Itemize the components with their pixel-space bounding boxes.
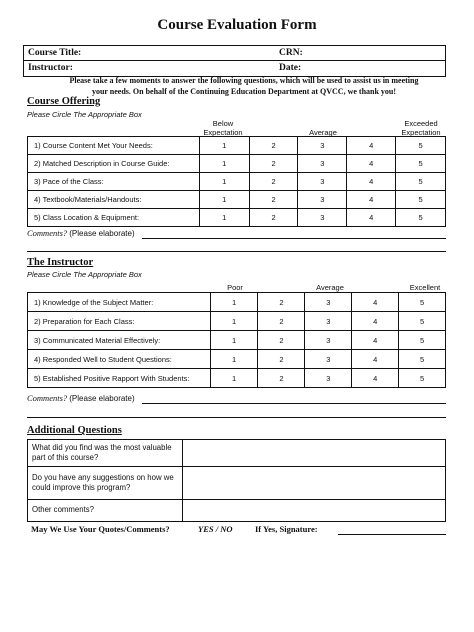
rating-option-1[interactable]: 1 [210, 369, 258, 388]
signature-line[interactable] [338, 534, 446, 535]
rating-option-2[interactable]: 2 [258, 369, 305, 388]
offering-comments-label: Comments? [27, 228, 68, 238]
instructor-scale-high: Excellent [409, 283, 441, 292]
rating-option-1[interactable]: 1 [199, 173, 249, 191]
rating-option-3[interactable]: 3 [298, 191, 347, 209]
rating-option-4[interactable]: 4 [352, 369, 399, 388]
rating-option-4[interactable]: 4 [347, 209, 396, 227]
instructor-comments-line-1[interactable] [142, 403, 446, 404]
rating-option-1[interactable]: 1 [210, 312, 258, 331]
question-text: 1) Knowledge of the Subject Matter: [28, 293, 211, 312]
rating-option-2[interactable]: 2 [258, 312, 305, 331]
rating-option-3[interactable]: 3 [305, 293, 352, 312]
table-row [28, 137, 446, 155]
table-row [28, 209, 446, 227]
rating-option-5[interactable]: 5 [399, 293, 446, 312]
rating-option-1[interactable]: 1 [199, 209, 249, 227]
rating-option-4[interactable]: 4 [352, 312, 399, 331]
additional-questions-heading: Additional Questions [27, 425, 122, 436]
course-offering-instruction: Please Circle The Appropriate Box [27, 110, 142, 119]
header-info-box [23, 45, 446, 77]
rating-option-2[interactable]: 2 [258, 293, 305, 312]
rating-option-4[interactable]: 4 [347, 191, 396, 209]
quote-permission-question: May We Use Your Quotes/Comments? [31, 524, 170, 534]
rating-option-5[interactable]: 5 [396, 155, 446, 173]
table-row [28, 173, 446, 191]
instructor-comments-hint: (Please elaborate) [69, 394, 135, 403]
instructor-scale-low: Poor [227, 283, 243, 292]
offering-comments-line-1[interactable] [142, 238, 446, 239]
rating-option-3[interactable]: 3 [305, 312, 352, 331]
table-row [28, 331, 446, 350]
instructor-label: Instructor: [28, 63, 73, 73]
rating-option-4[interactable]: 4 [347, 173, 396, 191]
answer-field[interactable] [182, 440, 445, 467]
rating-option-3[interactable]: 3 [305, 350, 352, 369]
rating-option-3[interactable]: 3 [298, 155, 347, 173]
rating-option-1[interactable]: 1 [210, 293, 258, 312]
rating-option-2[interactable]: 2 [249, 209, 298, 227]
instructor-instruction: Please Circle The Appropriate Box [27, 270, 142, 279]
rating-option-2[interactable]: 2 [249, 173, 298, 191]
instructor-comments-label: Comments? [27, 393, 68, 403]
table-row [28, 191, 446, 209]
crn-label: CRN: [279, 48, 303, 58]
offering-scale-mid: Average [309, 128, 337, 137]
instructor-heading: The Instructor [27, 257, 94, 268]
rating-option-5[interactable]: 5 [396, 173, 446, 191]
rating-option-1[interactable]: 1 [199, 155, 249, 173]
question-text: 5) Class Location & Equipment: [28, 209, 200, 227]
instructor-comments-line-2[interactable] [27, 417, 446, 418]
question-text: 3) Pace of the Class: [28, 173, 200, 191]
rating-option-2[interactable]: 2 [249, 191, 298, 209]
instructor-comments-prompt [27, 393, 135, 403]
question-text: 2) Preparation for Each Class: [28, 312, 211, 331]
course-offering-heading: Course Offering [27, 96, 101, 107]
rating-option-4[interactable]: 4 [352, 331, 399, 350]
instructor-scale-mid: Average [316, 283, 344, 292]
intro-line-2: your needs. On behalf of the Continuing Education Department at QVCC, we thank you! [91, 87, 397, 96]
rating-option-2[interactable]: 2 [249, 137, 298, 155]
course-offering-table [27, 136, 446, 227]
rating-option-2[interactable]: 2 [249, 155, 298, 173]
question-text: 1) Course Content Met Your Needs: [28, 137, 200, 155]
rating-option-1[interactable]: 1 [210, 331, 258, 350]
question-text: 4) Responded Well to Student Questions: [28, 350, 211, 369]
rating-option-4[interactable]: 4 [347, 137, 396, 155]
table-row [28, 155, 446, 173]
offering-scale-low: Below Expectation [203, 119, 243, 137]
rating-option-4[interactable]: 4 [347, 155, 396, 173]
rating-option-3[interactable]: 3 [305, 369, 352, 388]
offering-comments-line-2[interactable] [27, 251, 446, 252]
rating-option-1[interactable]: 1 [199, 191, 249, 209]
additional-questions-table [27, 439, 446, 522]
question-text: What did you find was the most valuable part of this course? [28, 440, 183, 467]
rating-option-1[interactable]: 1 [199, 137, 249, 155]
rating-option-4[interactable]: 4 [352, 350, 399, 369]
table-row [28, 293, 446, 312]
yes-no-choice[interactable]: YES / NO [198, 524, 233, 534]
rating-option-3[interactable]: 3 [298, 173, 347, 191]
rating-option-3[interactable]: 3 [298, 137, 347, 155]
instructor-table [27, 292, 446, 388]
rating-option-1[interactable]: 1 [210, 350, 258, 369]
signature-label: If Yes, Signature: [255, 524, 318, 534]
rating-option-5[interactable]: 5 [396, 209, 446, 227]
rating-option-5[interactable]: 5 [399, 369, 446, 388]
answer-field[interactable] [182, 500, 445, 522]
answer-field[interactable] [182, 467, 445, 500]
table-row [28, 440, 446, 467]
table-row [28, 467, 446, 500]
question-text: 2) Matched Description in Course Guide: [28, 155, 200, 173]
intro-text [44, 75, 444, 97]
table-row [28, 369, 446, 388]
rating-option-2[interactable]: 2 [258, 331, 305, 350]
question-text: 4) Textbook/Materials/Handouts: [28, 191, 200, 209]
question-text: Do you have any suggestions on how we could improve this program? [28, 467, 183, 500]
rating-option-3[interactable]: 3 [305, 331, 352, 350]
question-text: 5) Established Positive Rapport With Students: [28, 369, 211, 388]
rating-option-2[interactable]: 2 [258, 350, 305, 369]
course-title-label: Course Title: [28, 48, 82, 58]
question-text: 3) Communicated Material Effectively: [28, 331, 211, 350]
question-text: Other comments? [28, 500, 183, 522]
date-label: Date: [279, 63, 302, 73]
rating-option-5[interactable]: 5 [399, 350, 446, 369]
header-divider [24, 60, 445, 61]
intro-line-1: Please take a few moments to answer the following questions, which will be used to assist us in meeting [69, 76, 419, 85]
table-row [28, 500, 446, 522]
offering-comments-hint: (Please elaborate) [69, 229, 135, 238]
offering-comments-prompt [27, 228, 135, 238]
rating-option-4[interactable]: 4 [352, 293, 399, 312]
table-row [28, 312, 446, 331]
rating-option-5[interactable]: 5 [399, 312, 446, 331]
form-title: Course Evaluation Form [157, 17, 317, 33]
rating-option-5[interactable]: 5 [399, 331, 446, 350]
rating-option-5[interactable]: 5 [396, 191, 446, 209]
offering-scale-high: Exceeded Expectation [401, 119, 441, 137]
rating-option-5[interactable]: 5 [396, 137, 446, 155]
table-row [28, 350, 446, 369]
rating-option-3[interactable]: 3 [298, 209, 347, 227]
